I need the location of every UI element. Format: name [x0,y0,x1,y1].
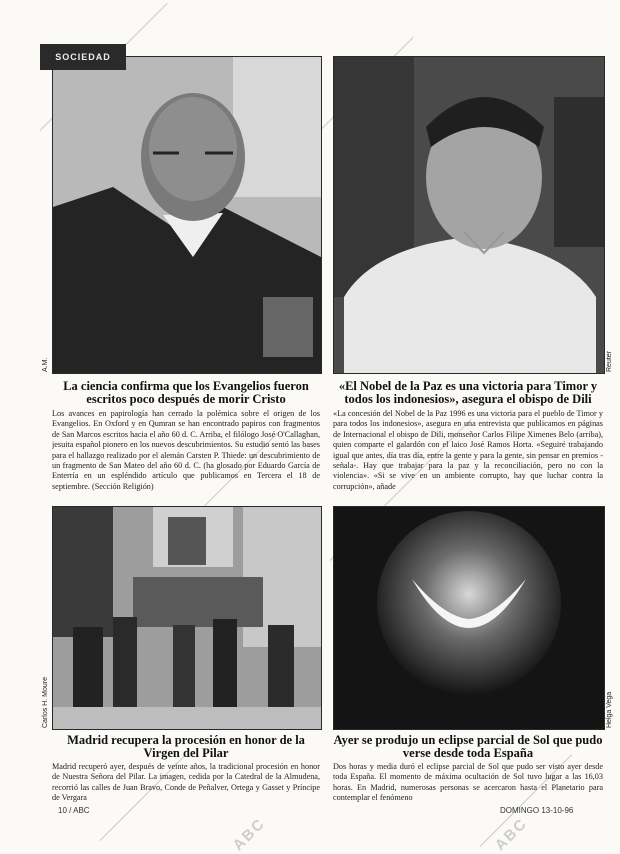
article-body: «La concesión del Nobel de la Paz 1996 es una victoria para el pueblo de Timor y para todos los indonesios», asegura en una entrevista que publicamos en páginas de Internacional el obispo de Dili, monseñor Carlos Filipe Ximenes Belo (arriba), quien comparte el galardón con el laico José Ramos Horta. «Seguiré trabajando igual que antes, día tras día, entre la gente y para la gente, sin pensar en premios -señala-. Hay que trabajar para la paz y la reconciliación, pero no con la violencia». «Si se vive en un ambiente corrupto, hay que luchar contra la corrupción», añade [333,409,603,491]
section-tag: SOCIEDAD [40,44,126,70]
article-body: Dos horas y media duró el eclipse parcial de Sol que pudo ser visto ayer desde toda España. El momento de máxima ocultación de Sol tuvo lugar a las 16,03 horas. En Madrid, numerosas personas se acercaron hasta el Planetario para contemplar el fenómeno [333,762,603,803]
photo-credit: Reuter [606,350,613,372]
eclipse-photo [333,506,605,730]
headline: Ayer se produjo un eclipse parcial de Sol que pudo verse desde toda España [333,733,603,760]
headline: La ciencia confirma que los Evangelios fueron escritos poco después de morir Cristo [63,379,309,406]
photo-credit: Carlos H. Moure [42,677,49,728]
issue-date: DOMINGO 13-10-96 [500,806,574,815]
headline: «El Nobel de la Paz es una victoria para Timor y todos los indonesios», asegura el obispo de Dili [338,379,598,406]
headline: Madrid recupera la procesión en honor de la Virgen del Pilar [67,733,305,760]
article-body: Los avances en papirología han cerrado la polémica sobre el origen de los Evangelios. En Oxford y en Qumran se han encontrado papiros con fragmentos de San Marcos escritos hacia el año 60 d. C. Arriba, el filólogo José O'Callaghan, jesuita español pionero en los nuevos descubrimientos. Su estudio sentó las bases para el hallazgo realizado por el alemán Carsten P. Thiede: un descubrimiento de un fragmento de San Mateo del año 60 d. C. (ha glosado por Eduardo García de Enterría en un espléndido artículo que publicamos en Tercera el 18 de septiembre. (Sección Religión) [52,409,320,491]
procession-photo [52,506,322,730]
photo-credit: Helga Vega [606,691,613,728]
watermark: ABC [229,814,269,854]
photo-credit: A.M. [42,357,49,372]
watermark: ABC [491,814,531,854]
article-body: Madrid recuperó ayer, después de veinte años, la tradicional procesión en honor de Nuestra Señora del Pilar. La imagen, cedida por la Catedral de la Almudena, recorrió las calles de Juan Bravo, Conde de Peñalver, Ortega y Gasset y Príncipe de Vergara [52,762,320,803]
bishop-photo [333,56,605,374]
priest-photo [52,56,322,374]
page-number: 10 / ABC [58,806,90,815]
